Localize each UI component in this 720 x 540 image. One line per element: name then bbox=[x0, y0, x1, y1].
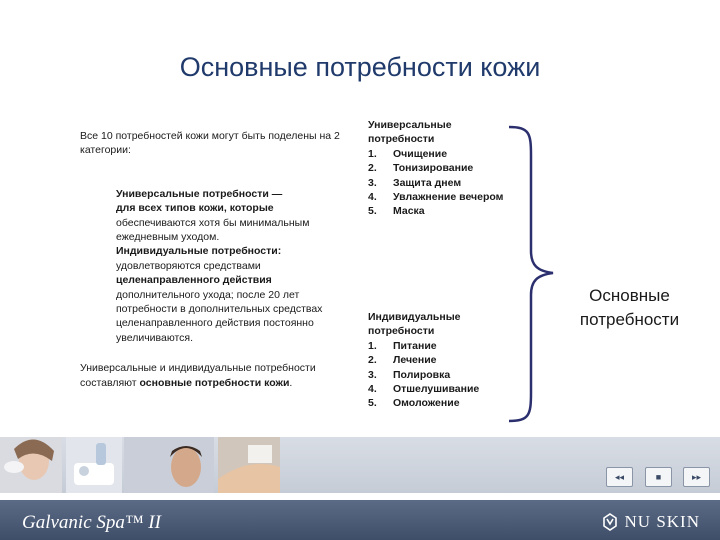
left-text-column bbox=[80, 129, 355, 390]
list-item bbox=[368, 161, 518, 175]
individual-label-cont: целенаправленного действия bbox=[116, 274, 272, 287]
item-number: 4. bbox=[368, 383, 377, 396]
individual-desc-1: удовлетворяются средствами bbox=[116, 259, 261, 272]
next-slide-button[interactable]: ▸▸ bbox=[683, 467, 710, 487]
woman-photo bbox=[0, 437, 62, 493]
item-text: Отшелушивание bbox=[393, 383, 480, 396]
brand-name: NU SKIN bbox=[624, 512, 700, 531]
item-number: 1. bbox=[368, 339, 377, 352]
outro-text bbox=[80, 361, 355, 390]
outro-start: Универсальные и индивидуальные потребности составляют bbox=[80, 362, 316, 389]
product-logo: Galvanic Spa™ II bbox=[22, 512, 161, 533]
item-text: Очищение bbox=[393, 147, 448, 160]
item-text: Омоложение bbox=[393, 397, 460, 410]
prev-slide-button[interactable]: ◂◂ bbox=[606, 467, 633, 487]
individual-needs-list bbox=[368, 310, 518, 411]
core-needs-label: Основные потребности bbox=[579, 286, 680, 329]
curly-brace-icon bbox=[505, 125, 565, 425]
item-number: 2. bbox=[368, 162, 377, 175]
universal-label: Универсальные потребности — bbox=[116, 187, 283, 200]
individual-desc-2: дополнительного ухода; после 20 лет потребности в дополнительных средствах целенаправленного действия постоянно увеличиваются. bbox=[116, 288, 323, 344]
page-title: Основные потребности кожи bbox=[179, 52, 541, 82]
individual-heading: Индивидуальные потребности bbox=[368, 311, 461, 338]
individual-label: Индивидуальные потребности: bbox=[116, 245, 282, 258]
universal-needs-list bbox=[368, 118, 518, 219]
brand-logo bbox=[601, 512, 700, 532]
spa-products-photo bbox=[66, 437, 122, 493]
outro-end: . bbox=[289, 376, 293, 389]
list-item bbox=[368, 382, 518, 396]
list-item bbox=[368, 147, 518, 161]
body-care-photo bbox=[218, 437, 280, 493]
list-item bbox=[368, 190, 518, 204]
intro-text: Все 10 потребностей кожи могут быть поделены на 2 категории: bbox=[80, 130, 340, 157]
list-item bbox=[368, 368, 518, 382]
item-text: Защита днем bbox=[393, 176, 462, 189]
universal-desc: обеспечиваются хотя бы минимальным ежедневным уходом. bbox=[116, 216, 310, 244]
nu-skin-logo-icon bbox=[601, 513, 619, 531]
list-item bbox=[368, 353, 518, 367]
item-text: Маска bbox=[393, 205, 425, 218]
item-number: 3. bbox=[368, 176, 377, 189]
list-item bbox=[368, 339, 518, 353]
list-item bbox=[368, 176, 518, 190]
list-item bbox=[368, 204, 518, 218]
universal-heading: Универсальные потребности bbox=[368, 119, 452, 146]
item-text: Полировка bbox=[393, 368, 451, 381]
list-item bbox=[368, 396, 518, 410]
item-text: Лечение bbox=[393, 354, 437, 367]
item-number: 5. bbox=[368, 205, 377, 218]
stop-button[interactable]: ■ bbox=[645, 467, 672, 487]
universal-label-cont: для всех типов кожи, которые bbox=[116, 202, 274, 215]
item-number: 2. bbox=[368, 354, 377, 367]
item-text: Увлажнение вечером bbox=[393, 191, 504, 204]
item-number: 5. bbox=[368, 397, 377, 410]
item-number: 4. bbox=[368, 191, 377, 204]
categories-description bbox=[116, 187, 355, 345]
item-text: Питание bbox=[393, 339, 437, 352]
man-photo bbox=[124, 437, 214, 493]
outro-bold: основные потребности кожи bbox=[139, 376, 290, 389]
item-number: 1. bbox=[368, 147, 377, 160]
item-text: Тонизирование bbox=[393, 162, 474, 175]
item-number: 3. bbox=[368, 368, 377, 381]
